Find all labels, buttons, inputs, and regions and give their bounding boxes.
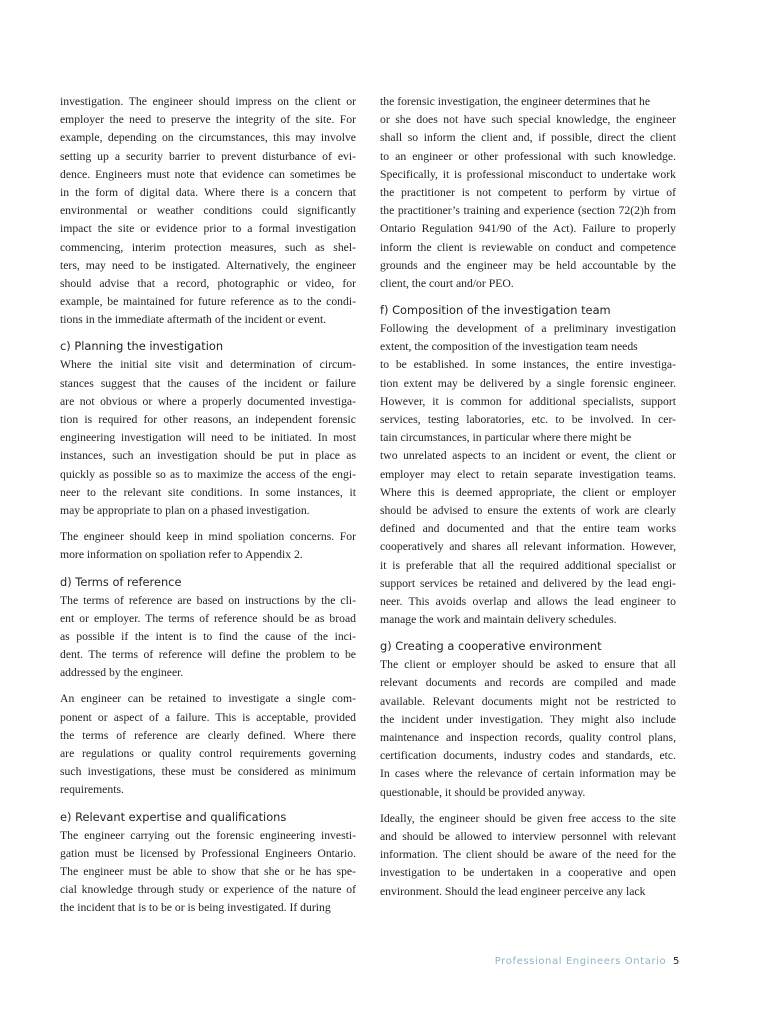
text-line: investigation. The engineer should impress on the client or: [60, 95, 356, 108]
text-line: The terms of reference are based on instructions by the cli-: [60, 593, 356, 607]
text-line: impact the site or evidence prior to a formal investigation: [60, 222, 356, 236]
text-line: grounds and the engineer may be held accountable by the: [380, 258, 676, 272]
section-heading: f) Composition of the investigation team: [380, 303, 611, 318]
page-number: 5: [673, 956, 680, 967]
text-line: neer. This avoids overlap and allows the lead engineer to: [380, 594, 676, 608]
text-line: defined and documented and that the entire team works: [380, 522, 676, 536]
text-line: support services be retained and delivered by the lead engi-: [380, 576, 676, 590]
text-line: environmental or weather conditions could significantly: [60, 204, 356, 218]
text-line: or she does not have such special knowledge, the engineer: [380, 113, 676, 127]
section-heading: e) Relevant expertise and qualifications: [60, 809, 287, 824]
text-line: client, the court and/or PEO.: [380, 276, 514, 290]
text-line: services, testing laboratories, etc. to be involved. In cer-: [380, 413, 676, 426]
text-line: ponent or aspect of a failure. This is acceptable, provided: [60, 710, 356, 724]
text-line: cooperatively and shares all relevant information. However,: [380, 540, 676, 554]
text-line: example, be maintained for future reference as to the condi-: [60, 295, 356, 309]
text-line: An engineer can be retained to investigate a single com-: [60, 692, 356, 706]
text-line: are not obvious or where a properly documented investiga-: [60, 394, 356, 408]
text-line: information. The client should be aware of the need for the: [380, 848, 676, 862]
text-line: environment. Should the lead engineer perceive any lack: [380, 884, 646, 898]
text-line: In cases where the relevance of certain information may be: [380, 767, 676, 781]
text-line: employer may elect to retain separate investigation teams.: [380, 467, 676, 481]
text-line: dent. The terms of reference will define the problem to be: [60, 648, 356, 662]
text-line: such investigations, these must be considered as minimum: [60, 765, 356, 779]
right-column: [380, 93, 676, 901]
paragraph-gap: [60, 682, 356, 690]
text-line: Where this is deemed appropriate, the client or employer: [380, 485, 676, 499]
text-line: dence. Engineers must note that evidence can sometimes be: [60, 167, 356, 181]
text-line: stances suggest that the causes of the incident or failure: [60, 376, 356, 390]
paragraph-gap: [380, 802, 676, 810]
text-line: neer to the relevant site conditions. In some instances, it: [60, 485, 356, 499]
text-line: engineering investigation will need to be initiated. In most: [60, 431, 356, 445]
text-line: manage the work and maintain delivery schedules.: [380, 613, 617, 627]
footer-publisher: Professional Engineers Ontario: [494, 956, 667, 967]
text-line: instances, such an investigation should be put in place as: [60, 449, 356, 463]
text-line: Ideally, the engineer should be given free access to the site: [380, 811, 676, 825]
text-line: setting up a security barrier to prevent disturbance of evi-: [60, 149, 356, 163]
text-line: addressed by the engineer.: [60, 666, 184, 680]
text-line: available. Relevant documents might not be restricted to: [380, 694, 676, 708]
text-line: and should be allowed to interview personnel with relevant: [380, 829, 676, 843]
text-line: tion is required for other reasons, an independent forensic: [60, 413, 356, 426]
text-line: more information on spoliation refer to Appendix 2.: [60, 548, 303, 562]
text-line: should be advised to ensure the extents of work are clearly: [380, 503, 676, 517]
text-line: are regulations or quality control requirements governing: [60, 747, 356, 760]
text-line: Following the development of a preliminary investigation: [380, 322, 676, 336]
text-line: should advise that a record, photographic or video, for: [60, 276, 356, 290]
section-heading: c) Planning the investigation: [60, 339, 224, 354]
text-line: the incident under investigation. They might also include: [380, 712, 676, 726]
text-line: employer the need to preserve the integrity of the site. For: [60, 113, 356, 127]
text-line: to an engineer or other professional with such knowledge.: [380, 149, 676, 163]
text-line: maintenance and inspection records, quality control plans,: [380, 731, 676, 744]
text-line: the terms of reference are clearly defined. Where there: [60, 728, 356, 742]
paragraph-gap: [60, 520, 356, 528]
text-line: the incident that is to be or is being investigated. If during: [60, 901, 331, 915]
text-line: tions in the immediate aftermath of the incident or event.: [60, 313, 327, 327]
text-line: relevant documents and records are compiled and made: [380, 676, 676, 690]
text-line: Where the initial site visit and determination of circum-: [60, 358, 356, 372]
text-line: The engineer carrying out the forensic engineering investi-: [60, 828, 356, 842]
text-line: tion extent may be delivered by a single forensic engineer.: [380, 376, 676, 390]
text-line: quickly as possible so as to maximize the access of the engi-: [60, 467, 356, 481]
text-line: investigation to be undertaken in a cooperative and open: [380, 866, 676, 880]
page-footer: [495, 956, 680, 967]
text-line: two unrelated aspects to an incident or event, the client or: [380, 449, 676, 463]
text-line: it is preferable that all the required additional specialist or: [380, 558, 676, 572]
text-line: requirements.: [60, 783, 124, 797]
text-line: to be established. In some instances, the entire investiga-: [380, 358, 676, 372]
text-line: questionable, it should be provided anyway.: [380, 785, 586, 799]
text-line: However, it is common for additional specialists, support: [380, 394, 676, 408]
text-line: tain circumstances, in particular where there might be: [380, 431, 632, 445]
text-line: Specifically, it is professional misconduct to undertake work: [380, 167, 676, 181]
text-line: The engineer should keep in mind spoliation concerns. For: [60, 530, 356, 544]
text-line: Ontario Regulation 941/90 of the Act). Failure to properly: [380, 222, 676, 236]
text-line: ters, may need to be instigated. Alternatively, the engineer: [60, 258, 356, 272]
text-line: the practitioner is not competent to perform by virtue of: [380, 185, 676, 199]
text-line: ent or employer. The terms of reference should be as broad: [60, 611, 356, 625]
text-line: extent, the composition of the investigation team needs: [380, 340, 638, 354]
text-line: may be appropriate to plan on a phased investigation.: [60, 503, 310, 517]
text-line: the forensic investigation, the engineer determines that he: [380, 95, 651, 108]
text-line: inform the client is reviewable on conduct and competence: [380, 240, 676, 254]
text-line: commencing, interim protection measures, such as shel-: [60, 240, 356, 254]
text-line: gation must be licensed by Professional Engineers Ontario.: [60, 846, 356, 860]
text-line: as possible if the intent is to find the cause of the inci-: [60, 629, 356, 643]
section-heading: g) Creating a cooperative environment: [380, 639, 602, 654]
text-line: cial knowledge through study or experience of the nature of: [60, 883, 356, 897]
text-line: certification documents, industry codes and standards, etc.: [380, 749, 676, 763]
text-line: in the form of digital data. Where there is a concern that: [60, 185, 356, 199]
section-heading: d) Terms of reference: [60, 574, 182, 589]
text-line: The engineer must be able to show that she or he has spe-: [60, 864, 356, 878]
text-line: The client or employer should be asked to ensure that all: [380, 658, 676, 672]
text-line: example, depending on the circumstances, this may involve: [60, 131, 356, 145]
left-column: [60, 93, 356, 918]
text-line: shall so inform the client and, if possible, direct the client: [380, 131, 676, 145]
text-line: the practitioner’s training and experience (section 72(2)h from: [380, 204, 676, 218]
